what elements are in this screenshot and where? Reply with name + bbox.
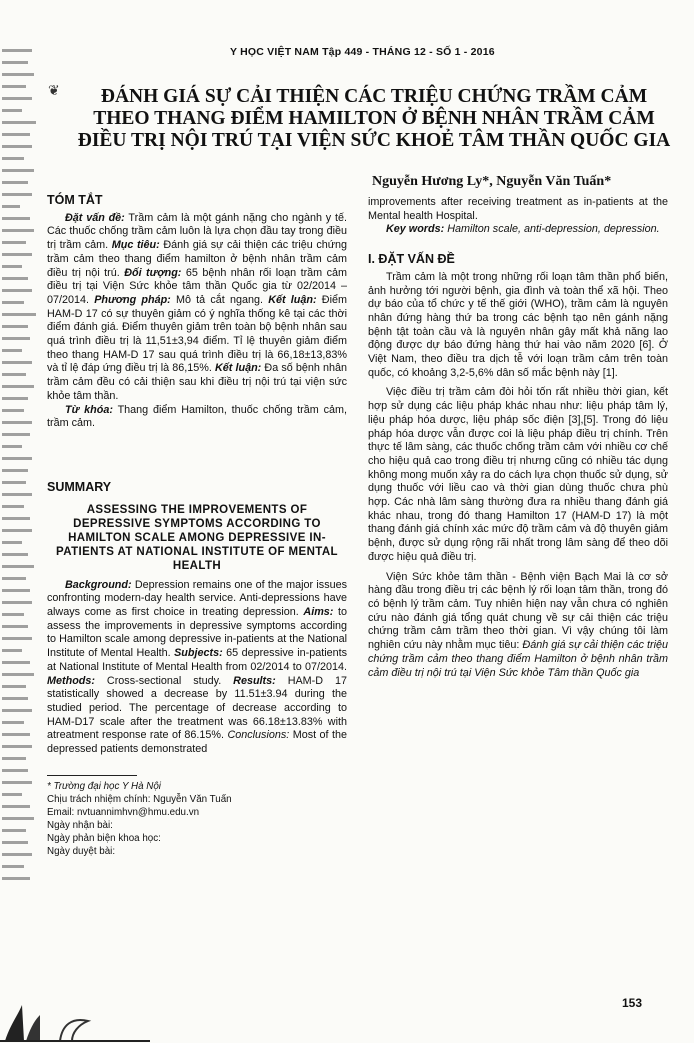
text: Mô tả cắt ngang. bbox=[175, 293, 263, 306]
text: to assess the improvements in depressive symptoms according to Hamilton scale among depressive in-patients at the National Institute of Mental Health. bbox=[47, 606, 347, 660]
vn-keywords bbox=[47, 404, 347, 431]
article-title bbox=[74, 86, 674, 152]
text: HAM-D 17 statistically showed a decrease by 11.51±3.94 during the studied period. The percentage of decrease according to HAM-D17 scale after the treatment was 66.18±13.83% with atreatment response rate of 86.15%. bbox=[47, 674, 347, 742]
label: Subjects: bbox=[174, 647, 223, 660]
text: Thang điểm Hamilton, thuốc chống trầm cảm, trầm cảm. bbox=[47, 403, 347, 430]
label: Đặt vấn đề: bbox=[65, 211, 125, 224]
vn-abstract-heading: TÓM TẮT bbox=[47, 193, 103, 207]
text: Điểm HAM-D 17 có sự thuyên giảm có ý nghĩa thống kê tại các thời điểm đánh giá. Điểm thuyên giảm trên toàn bộ bệnh nhân sau quá trình điều trị là 11,51±3,94 điểm. Tỉ lệ thuyên giảm điểm theo thang HAM-D 17 sau quá trình điều trị là 66,18±13,83% và tỉ lệ đáp ứng điều trị là 86,15%. bbox=[47, 293, 347, 375]
text: Đa số bệnh nhân trầm cảm đều có cải thiện sau khi điều trị nội trú tại viện sức khỏe tâm thần. bbox=[47, 362, 348, 402]
label: Kết luận: bbox=[268, 293, 317, 306]
study-aim: Đánh giá sự cải thiện các triệu chứng trầm cảm theo thang điểm Hamilton ở bệnh nhân trầm cảm điều trị nội trú tại Viện Sức khỏe Tâm thần Quốc gia bbox=[368, 639, 669, 679]
intro-heading: I. ĐẶT VẤN ĐỀ bbox=[368, 252, 455, 267]
intro-paragraph bbox=[368, 571, 668, 681]
label: Background: bbox=[65, 578, 132, 591]
right-column bbox=[368, 196, 668, 680]
footnote-line: * Trường đại học Y Hà Nội bbox=[47, 780, 161, 792]
text: Đánh giá sự cải thiện các triệu chứng trầm cảm theo thang điểm hamilton ở bệnh nhân trầm cảm điều trị nội trú. bbox=[47, 239, 347, 279]
label: Đối tượng: bbox=[124, 266, 182, 279]
label: Aims: bbox=[303, 606, 334, 619]
corner-decoration bbox=[0, 985, 150, 1043]
label: Kết luận: bbox=[214, 362, 262, 375]
footnote-line: Ngày phản biện khoa học: bbox=[47, 832, 161, 844]
journal-header: Y HỌC VIỆT NAM Tập 449 - THÁNG 12 - SỐ 1 - 2016 bbox=[230, 46, 495, 58]
footnote-divider bbox=[47, 775, 137, 776]
text: Hamilton scale, anti-depression, depression. bbox=[447, 223, 660, 236]
label: Results: bbox=[233, 674, 276, 687]
label: Key words: bbox=[386, 223, 445, 236]
en-abstract-body bbox=[47, 579, 347, 757]
label: Phương pháp: bbox=[94, 293, 171, 306]
text: 65 depressive in-patients at National Institute of Mental Health from 02/2014 to 07/2014. bbox=[47, 647, 348, 673]
flourish-icon: ❦ bbox=[48, 82, 60, 98]
label: Từ khóa: bbox=[65, 403, 113, 416]
title-line: ĐÁNH GIÁ SỰ CẢI THIỆN CÁC TRIỆU CHỨNG TRẦM CẢM bbox=[100, 86, 648, 107]
text: Most of the depressed patients demonstrated bbox=[47, 729, 347, 756]
left-column bbox=[47, 194, 347, 858]
footnote-line: Ngày duyệt bài: bbox=[47, 845, 116, 857]
label: Mục tiêu: bbox=[111, 239, 160, 252]
intro-paragraph: Việc điều trị trầm cảm đòi hỏi tốn rất nhiều thời gian, kết hợp sử dụng các liệu pháp khác nhau như: liệu pháp tâm lý, liệu pháp hóa dược, liệu pháp sốc điện [3],[5]. Trong đó liệu pháp hóa dược vẫn được coi là liệu pháp điều trị chính. Trên thực tế lâm sàng, các thuốc chống trầm cảm với nhiều cơ chế cho hiệu quả cao trong điều trị nhưng cũng có nhiều tác dụng không mong muốn xảy ra do cách lựa chọn thuốc sử dụng, sử dụng thuốc với liều cao và thời gian dùng thuốc chưa phù hợp. Các nhà lâm sàng thường đưa ra nhiều thang đánh giá khác nhau, trong đó thang Hamilton 17 (HAM-D 17) là một thang đánh giá chính xác mức độ trầm cảm và độ thuyên giảm bệnh, được sử dụng rộng rãi nhất trong lâm sàng để theo dõi được hiệu quả điều trị. bbox=[368, 386, 668, 563]
footnote-line: Chịu trách nhiệm chính: Nguyễn Văn Tuấn bbox=[47, 793, 232, 805]
text: Depression remains one of the major issues confronting modern-day health service. Anti-depressions have always come as first choice in treating depression. bbox=[47, 578, 348, 619]
page-number: 153 bbox=[622, 996, 643, 1010]
footnote-line: Ngày nhận bài: bbox=[47, 819, 113, 831]
text: Viện Sức khỏe tâm thần - Bệnh viện Bạch Mai là cơ sở hàng đầu trong điều trị các bệnh lý rối loạn tâm thần, trong đó có bệnh lý trầm cảm. Tuy nhiên hiện nay vẫn chưa có nghiên cứu nào đánh giá tổng quát chung về sự cải thiện các triệu chứng trầm cảm trầm theo thời gian. Vì vậy chúng tôi làm nghiên cứu này nhằm mục tiêu: bbox=[368, 570, 668, 652]
title-line: ĐIỀU TRỊ NỘI TRÚ TẠI VIỆN SỨC KHOẺ TÂM THẦN QUỐC GIA bbox=[77, 130, 671, 151]
authors: Nguyễn Hương Ly*, Nguyễn Văn Tuấn* bbox=[372, 174, 612, 189]
intro-paragraph: Trầm cảm là một trong những rối loạn tâm thần phổ biến, ảnh hưởng tới người bệnh, gia đình và toàn thể xã hội. Theo dự báo của tổ chức y tế thế giới (WHO), trầm cảm là nguyên nhân đứng hàng thứ ba trong các bệnh tạo nên gánh nặng bệnh tật toàn cầu và là nguyên nhân gây mất khả năng lao động được dự báo đứng hàng thứ hai vào năm 2020 [6]. Ở Việt Nam, theo điều tra dịch tễ với loạn trầm cảm trên toàn quốc, có khoảng 3,2-5,6% dân số mắc bệnh này [1]. bbox=[368, 270, 668, 379]
english-title: ASSESSING THE IMPROVEMENTS OF DEPRESSIVE SYMPTOMS ACCORDING TO HAMILTON SCALE AMONG DEPRESSIVE IN-PATIENTS AT NATIONAL INSTITUTE OF MENTAL HEALTH bbox=[56, 503, 338, 572]
footnotes bbox=[47, 780, 347, 858]
vn-abstract-body bbox=[47, 212, 347, 404]
title-line: THEO THANG ĐIỂM HAMILTON Ở BỆNH NHÂN TRẦM CẢM bbox=[93, 108, 655, 129]
summary-heading: SUMMARY bbox=[47, 479, 112, 494]
label: Methods: bbox=[47, 674, 95, 687]
label: Conclusions: bbox=[227, 729, 290, 742]
text: Cross-sectional study. bbox=[106, 674, 222, 687]
en-keywords bbox=[368, 223, 668, 237]
text: 65 bệnh nhân rối loạn trầm cảm điều trị tại Viện Sức khỏe tâm thần Quốc gia từ 02/2014 – 07/2014. bbox=[47, 266, 348, 306]
previous-page-margin-scan bbox=[0, 40, 40, 980]
text: Trầm cảm là một gánh nặng cho ngành y tế. Các thuốc chống trầm cảm luôn là lựa chọn đầu tay trong điều trị trầm cảm. bbox=[47, 211, 347, 252]
footnote-line: Email: nvtuannimhvn@hmu.edu.vn bbox=[47, 806, 200, 818]
en-conclusion-continued: improvements after receiving treatment as in-patients at the Mental health Hospital. bbox=[368, 196, 668, 222]
